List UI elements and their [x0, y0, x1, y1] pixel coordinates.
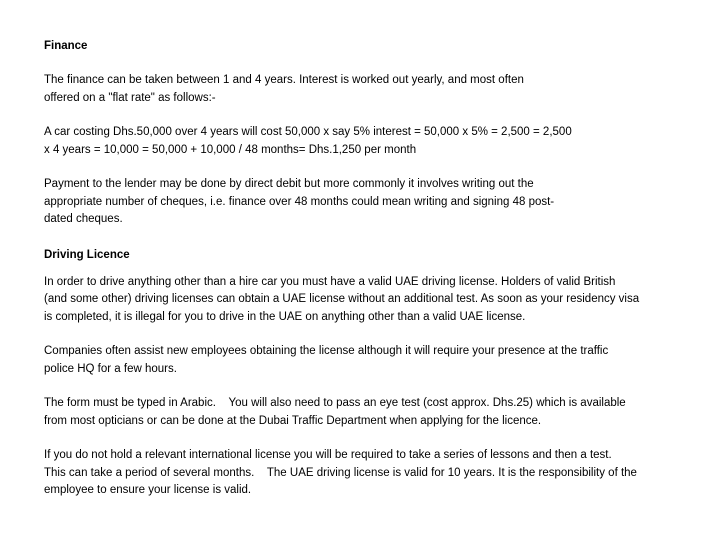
text-line: (and some other) driving licenses can obtain a UAE license without an additional test. As soon as your residency visa [44, 293, 640, 305]
text-line: In order to drive anything other than a hire car you must have a valid UAE driving license. Holders of valid British [44, 275, 616, 288]
driving-paragraph-form [44, 395, 684, 430]
text-line: offered on a "flat rate" as follows:- [44, 91, 216, 104]
driving-paragraph-companies [44, 343, 684, 378]
text-line: The form must be typed in Arabic. You will also need to pass an eye test (cost approx. Dhs.25) which is available [44, 397, 626, 409]
driving-licence-heading: Driving Licence [44, 248, 130, 261]
text-line: police HQ for a few hours. [44, 362, 177, 375]
text-line: dated cheques. [44, 213, 123, 225]
finance-heading: Finance [44, 40, 88, 52]
text-line: is completed, it is illegal for you to drive in the UAE on anything other than a valid UAE license. [44, 310, 526, 323]
text-line: Companies often assist new employees obtaining the license although it will require your presence at the traffic [44, 345, 609, 357]
text-line: appropriate number of cheques, i.e. finance over 48 months could mean writing and signing 48 post- [44, 195, 555, 208]
text-line: This can take a period of several months. The UAE driving license is valid for 10 years. It is the responsibility of the [44, 466, 637, 479]
text-line: x 4 years = 10,000 = 50,000 + 10,000 / 48 months= Dhs.1,250 per month [44, 143, 417, 156]
driving-paragraph-requirements [44, 274, 684, 327]
driving-paragraph-lessons [44, 447, 684, 500]
text-line: employee to ensure your license is valid. [44, 484, 252, 496]
finance-paragraph-terms [44, 72, 684, 107]
text-line: If you do not hold a relevant international license you will be required to take a series of lessons and then a test. [44, 449, 612, 461]
finance-paragraph-example [44, 124, 684, 159]
text-line: from most opticians or can be done at the Dubai Traffic Department when applying for the licence. [44, 414, 542, 427]
finance-paragraph-payment [44, 176, 684, 229]
text-line: Payment to the lender may be done by direct debit but more commonly it involves writing out the [44, 178, 534, 190]
document-page [44, 38, 684, 500]
text-line: The finance can be taken between 1 and 4 years. Interest is worked out yearly, and most often [44, 74, 524, 86]
text-line: A car costing Dhs.50,000 over 4 years will cost 50,000 x say 5% interest = 50,000 x 5% = 2,500 = 2,500 [44, 126, 572, 138]
